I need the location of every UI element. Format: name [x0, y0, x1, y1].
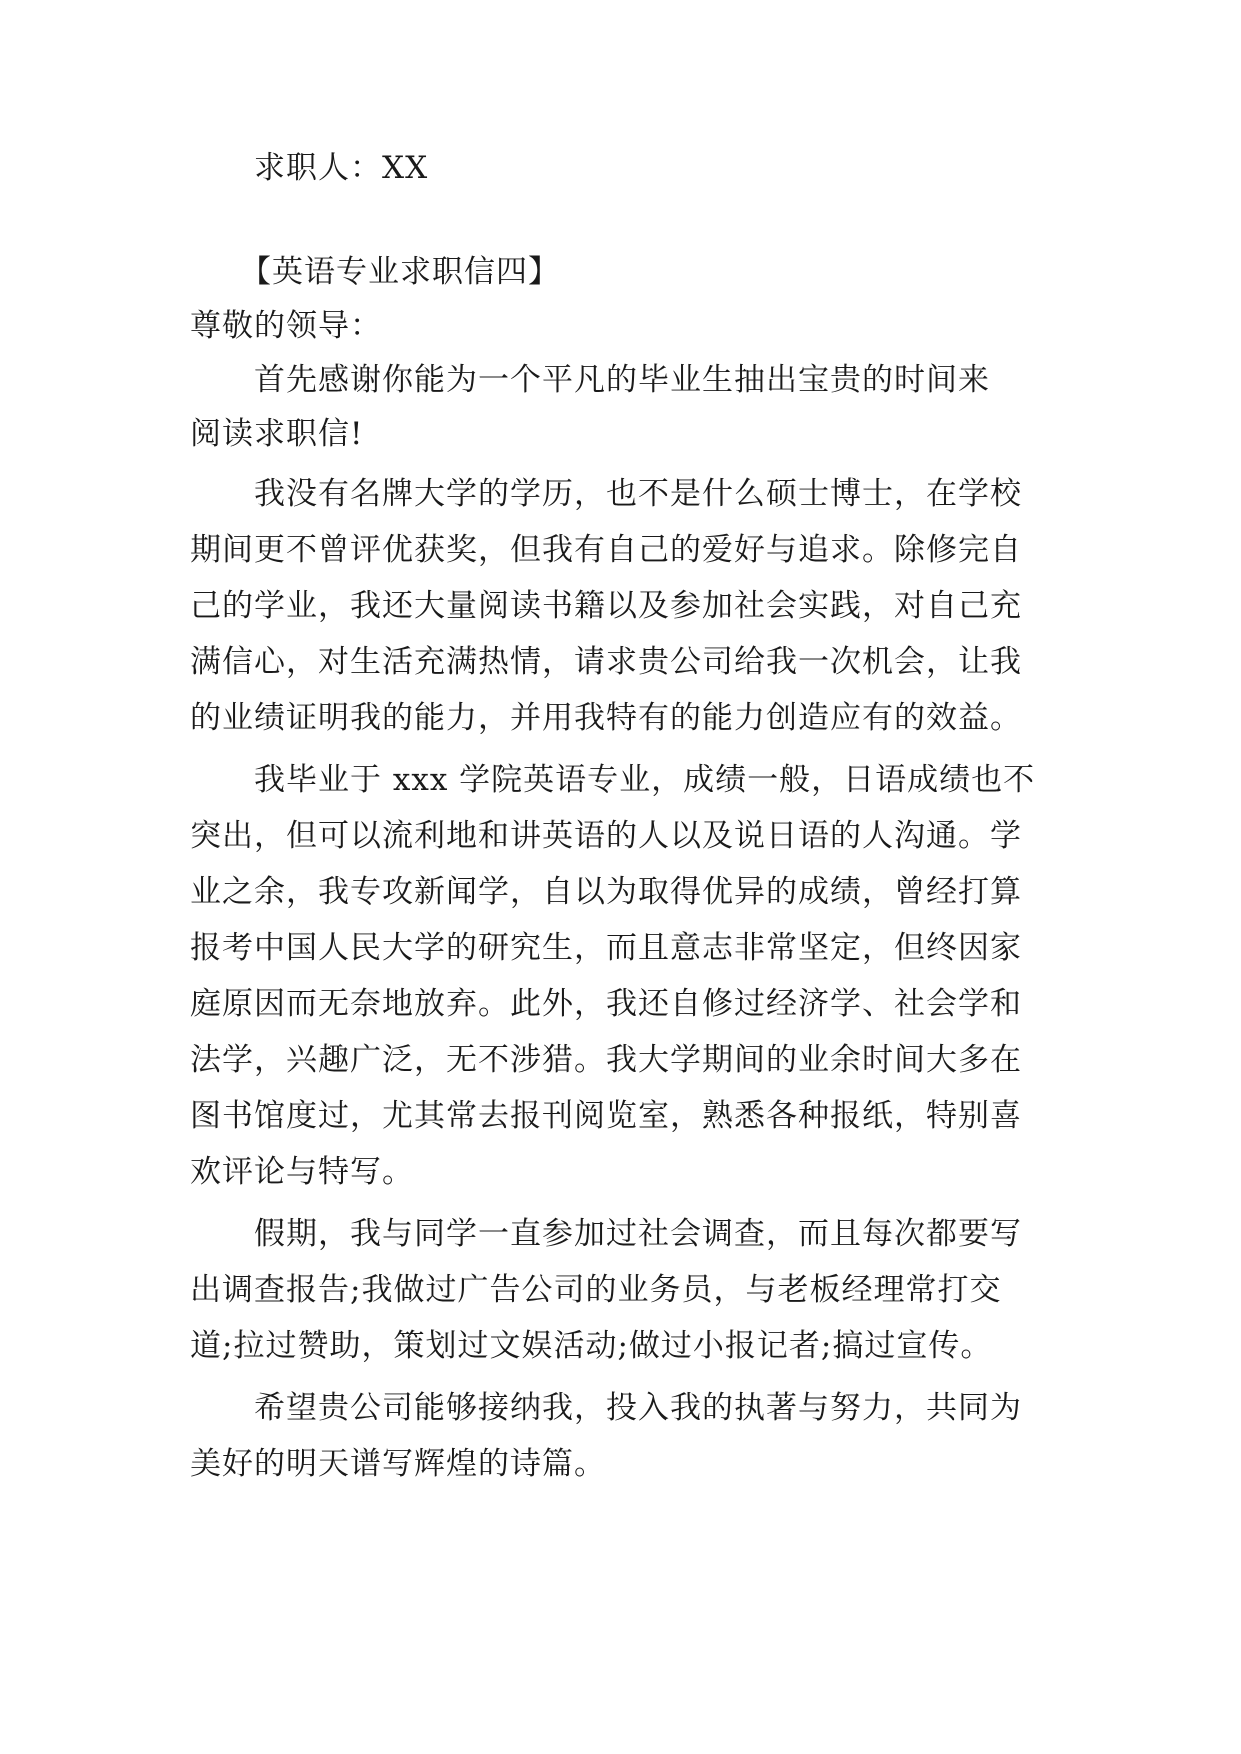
paragraph-5-line-1: 希望贵公司能够接纳我，投入我的执著与努力，共同为 [254, 1390, 1022, 1426]
paragraph-3-line-5: 庭原因而无奈地放弃。此外，我还自修过经济学、社会学和 [190, 986, 1022, 1022]
paragraph-3-line-3: 业之余，我专攻新闻学，自以为取得优异的成绩，曾经打算 [190, 874, 1022, 910]
section-title: 【英语专业求职信四】 [240, 254, 560, 290]
paragraph-3-line-1: 我毕业于 xxx 学院英语专业，成绩一般，日语成绩也不 [254, 762, 1036, 798]
signature-line: 求职人：XX [254, 150, 429, 186]
paragraph-3-line-8: 欢评论与特写。 [190, 1154, 414, 1190]
paragraph-1-line-1: 首先感谢你能为一个平凡的毕业生抽出宝贵的时间来 [254, 362, 990, 398]
paragraph-3-line-2: 突出，但可以流利地和讲英语的人以及说日语的人沟通。学 [190, 818, 1022, 854]
paragraph-2-line-3: 己的学业，我还大量阅读书籍以及参加社会实践，对自己充 [190, 588, 1022, 624]
paragraph-2-line-4: 满信心，对生活充满热情，请求贵公司给我一次机会，让我 [190, 644, 1022, 680]
paragraph-2-line-1: 我没有名牌大学的学历，也不是什么硕士博士，在学校 [254, 476, 1022, 512]
paragraph-2-line-2: 期间更不曾评优获奖，但我有自己的爱好与追求。除修完自 [190, 532, 1022, 568]
paragraph-4-line-3: 道;拉过赞助，策划过文娱活动;做过小报记者;搞过宣传。 [190, 1328, 993, 1364]
paragraph-3-line-7: 图书馆度过，尤其常去报刊阅览室，熟悉各种报纸，特别喜 [190, 1098, 1022, 1134]
paragraph-5-line-2: 美好的明天谱写辉煌的诗篇。 [190, 1446, 606, 1482]
paragraph-4-line-2: 出调查报告;我做过广告公司的业务员，与老板经理常打交 [190, 1272, 1002, 1308]
paragraph-2-line-5: 的业绩证明我的能力，并用我特有的能力创造应有的效益。 [190, 700, 1022, 736]
salutation: 尊敬的领导： [190, 308, 382, 344]
paragraph-3-line-6: 法学，兴趣广泛，无不涉猎。我大学期间的业余时间大多在 [190, 1042, 1022, 1078]
paragraph-1-line-2: 阅读求职信! [190, 416, 364, 452]
paragraph-3-line-4: 报考中国人民大学的研究生，而且意志非常坚定，但终因家 [190, 930, 1022, 966]
paragraph-4-line-1: 假期，我与同学一直参加过社会调查，而且每次都要写 [254, 1216, 1022, 1252]
